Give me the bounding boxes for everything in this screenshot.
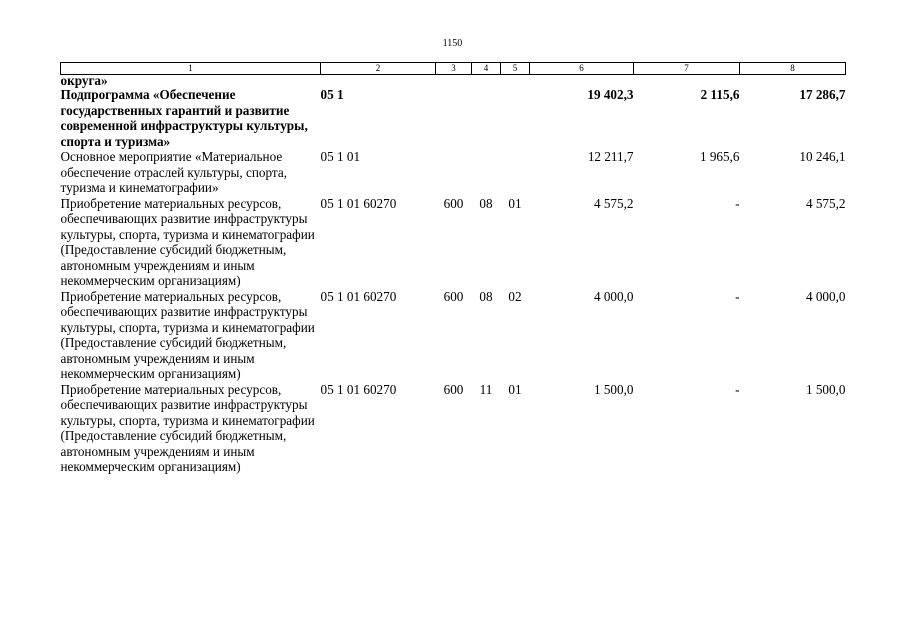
row-target-code: 05 1 01 [320,149,361,164]
row-subsection: 02 [508,288,522,304]
budget-table [60,62,846,475]
column-header-1: 1 [61,63,321,75]
row-amount-total: 4 000,0 [593,288,634,304]
row-amount-col7: 1 965,6 [699,149,740,164]
column-header-8: 8 [740,63,846,75]
table-row [61,382,846,475]
row-expense-type: 600 [443,195,464,211]
column-number-header-row [61,63,846,75]
row-amount-col8: 1 500,0 [805,381,846,397]
row-name: Приобретение материальных ресурсов, обеспечивающих развитие инфраструктуры культуры, спорта, туризма и кинематографии (Предоставление субсидий бюджетным, автономным учреждениям и иным некоммерческим организациям) [60,195,315,288]
column-header-2: 2 [321,63,436,75]
row-target-code: 05 1 01 60270 [320,195,397,211]
row-section: 08 [479,288,493,304]
row-amount-total: 19 402,3 [587,87,634,102]
row-target-code: 05 1 [320,87,344,102]
row-name: Приобретение материальных ресурсов, обеспечивающих развитие инфраструктуры культуры, спорта, туризма и кинематографии (Предоставление субсидий бюджетным, автономным учреждениям и иным некоммерческим организациям) [60,288,315,381]
row-amount-col7: 2 115,6 [700,87,740,102]
continued-text: округа» [60,73,108,88]
row-amount-col8: 4 575,2 [805,195,846,211]
row-target-code: 05 1 01 60270 [320,381,397,397]
table-row [61,196,846,289]
table-row [61,87,846,149]
row-expense-type [436,149,472,196]
row-expense-type: 600 [443,381,464,397]
column-header-4: 4 [472,63,501,75]
row-amount-total: 1 500,0 [593,381,634,397]
table-row [61,289,846,382]
row-name: Подпрограмма «Обеспечение государственных гарантий и развитие современной инфраструктуры культуры, спорта и туризма» [60,87,308,149]
page-number: 1150 [442,38,463,49]
row-amount-col8: 17 286,7 [799,87,846,102]
row-subsection: 01 [508,195,522,211]
row-expense-type: 600 [443,288,464,304]
row-amount-col8: 4 000,0 [805,288,846,304]
row-section: 08 [479,195,493,211]
row-subsection [501,149,530,196]
row-amount-col7: - [735,288,740,304]
column-header-6: 6 [530,63,634,75]
column-header-3: 3 [436,63,472,75]
row-section [472,149,501,196]
row-amount-total: 4 575,2 [593,195,634,211]
continued-text-row [61,75,846,88]
row-amount-col8: 10 246,1 [799,149,846,164]
row-section [472,87,501,149]
row-expense-type [436,87,472,149]
row-amount-col7: - [735,195,740,211]
row-target-code: 05 1 01 60270 [320,288,397,304]
row-subsection [501,87,530,149]
column-header-5: 5 [501,63,530,75]
column-header-7: 7 [634,63,740,75]
row-name: Основное мероприятие «Материальное обеспечение отраслей культуры, спорта, туризма и кинематографии» [60,149,287,195]
row-section: 11 [479,381,493,397]
table-row [61,149,846,196]
row-amount-total: 12 211,7 [587,149,634,164]
row-name: Приобретение материальных ресурсов, обеспечивающих развитие инфраструктуры культуры, спорта, туризма и кинематографии (Предоставление субсидий бюджетным, автономным учреждениям и иным некоммерческим организациям) [60,381,315,474]
row-amount-col7: - [735,381,740,397]
row-subsection: 01 [508,381,522,397]
